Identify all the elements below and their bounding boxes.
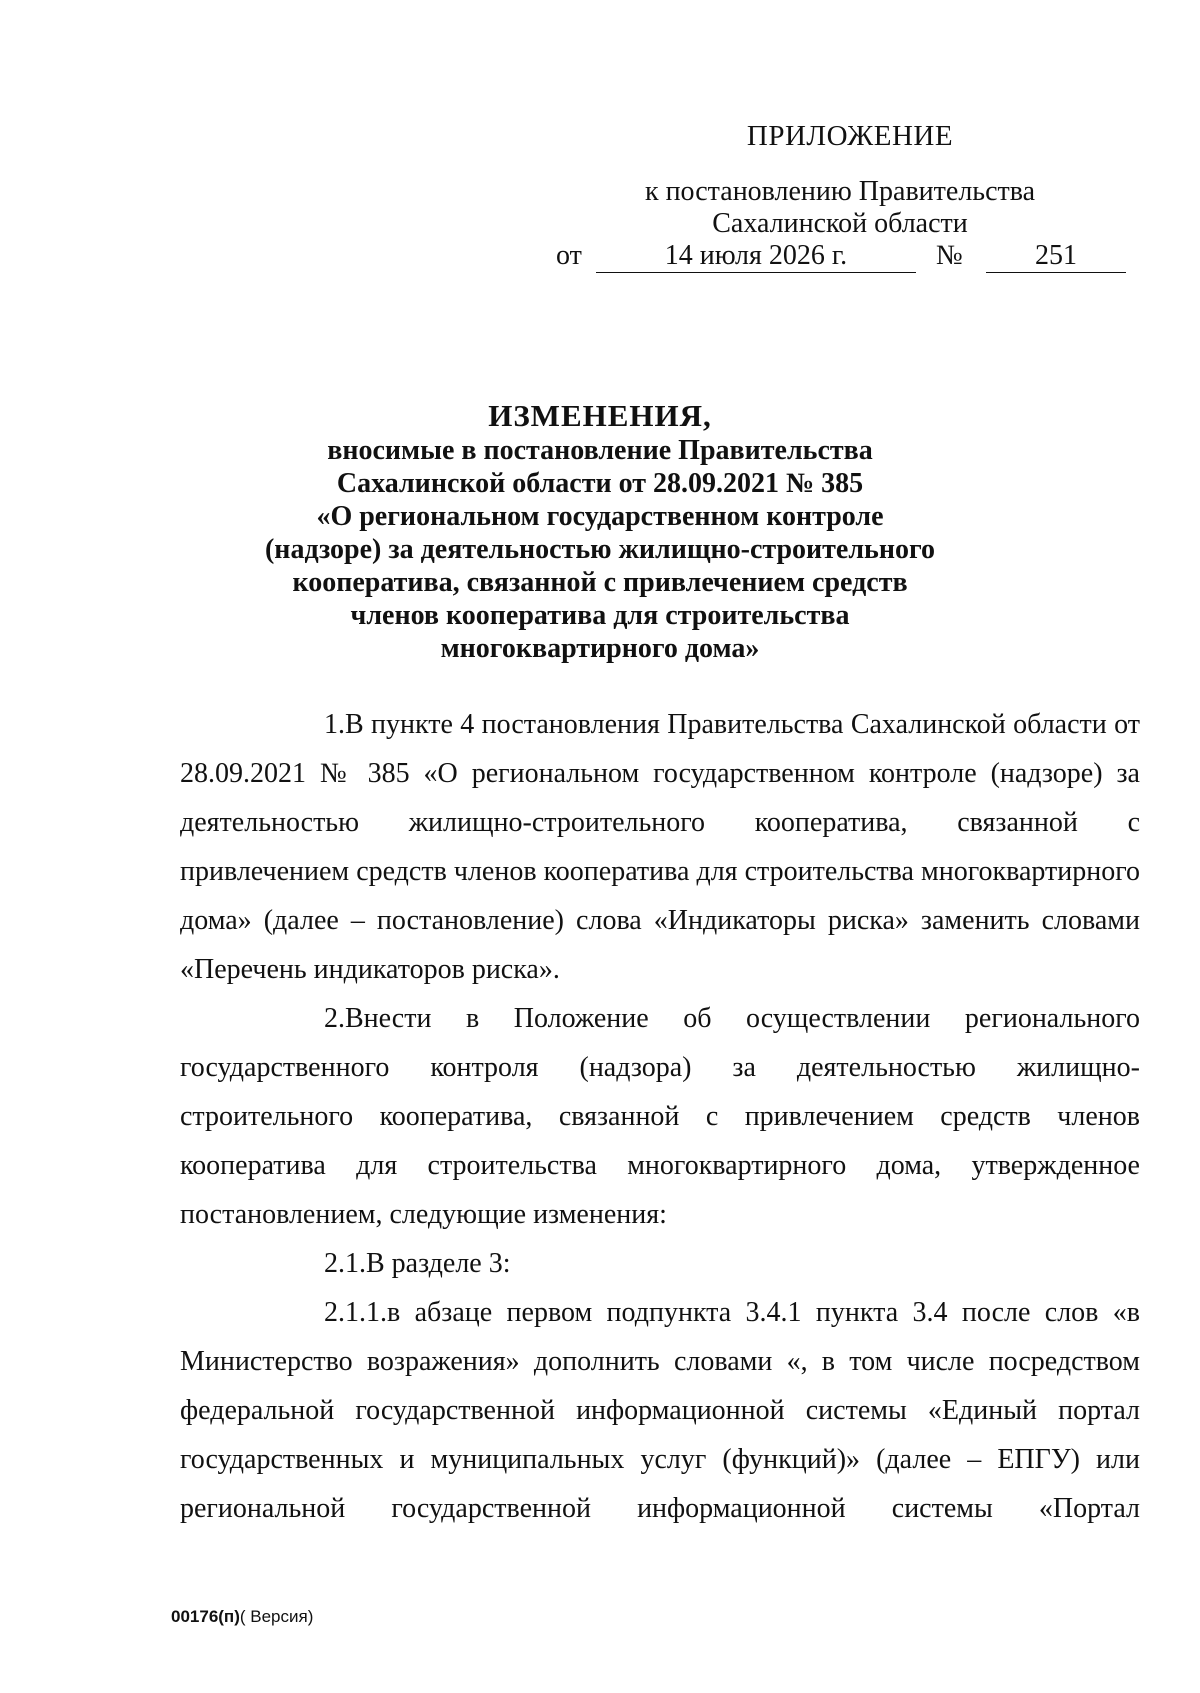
document-body: [180, 700, 1140, 1533]
changes-heading: ИЗМЕНЕНИЯ,: [488, 398, 712, 433]
title-line: вносимые в постановление Правительства: [327, 435, 873, 466]
document-date: 14 июля 2026 г.: [596, 240, 916, 273]
title-line: (надзоре) за деятельностью жилищно-строительного: [264, 534, 936, 565]
changes-title-block: [240, 398, 960, 665]
title-line: «О региональном государственном контроле: [316, 501, 884, 532]
paragraph-number: 2.1.: [324, 1248, 366, 1279]
document-number: 251: [986, 240, 1126, 273]
paragraph-2: [180, 994, 1140, 1239]
footer-version: ( Версия): [239, 1607, 314, 1626]
paragraph-text: в абзаце первом подпункта 3.4.1 пункта 3.4 после слов «в Министерство возражения» дополнить словами «, в том числе посредством федеральной государственной информационной системы «Единый портал государственных и муниципальных услуг (функций)» (далее – ЕПГУ) или региональной государственной информационной системы «Портал: [180, 1297, 1140, 1524]
date-number-row: [556, 240, 1126, 276]
appendix-line-2: Сахалинской области: [712, 208, 968, 239]
paragraph-2-1: [180, 1239, 1140, 1288]
paragraph-number: 1.: [324, 709, 345, 740]
footer-doc-code: 00176(п): [171, 1607, 240, 1626]
paragraph-number: 2.1.1.: [324, 1297, 387, 1328]
footer-code: [171, 1607, 313, 1627]
title-line: многоквартирного дома»: [440, 633, 760, 664]
number-sign: №: [936, 240, 963, 271]
paragraph-text: Внести в Положение об осуществлении регионального государственного контроля (надзора) за деятельностью жилищно-строительного кооператива, связанной с привлечением средств членов кооператива для строительства многоквартирного дома, утвержденное постановлением, следующие изменения:: [180, 1003, 1140, 1230]
title-line: Сахалинской области от 28.09.2021 № 385: [336, 468, 864, 499]
title-line: кооператива, связанной с привлечением средств: [292, 567, 908, 598]
appendix-title: ПРИЛОЖЕНИЕ: [746, 120, 954, 152]
paragraph-1: [180, 700, 1140, 994]
paragraph-number: 2.: [324, 1003, 345, 1034]
paragraph-2-1-1: [180, 1288, 1140, 1533]
paragraph-text: В пункте 4 постановления Правительства Сахалинской области от 28.09.2021 № 385 «О региональном государственном контроле (надзоре) за деятельностью жилищно-строительного кооператива, связанной с привлечением средств членов кооператива для строительства многоквартирного дома» (далее – постановление) слова «Индикаторы риска» заменить словами «Перечень индикаторов риска».: [180, 709, 1140, 985]
title-line: членов кооператива для строительства: [350, 600, 850, 631]
appendix-line-1: к постановлению Правительства: [644, 176, 1036, 207]
date-prefix: от: [556, 240, 582, 271]
paragraph-text: В разделе 3:: [366, 1248, 511, 1279]
